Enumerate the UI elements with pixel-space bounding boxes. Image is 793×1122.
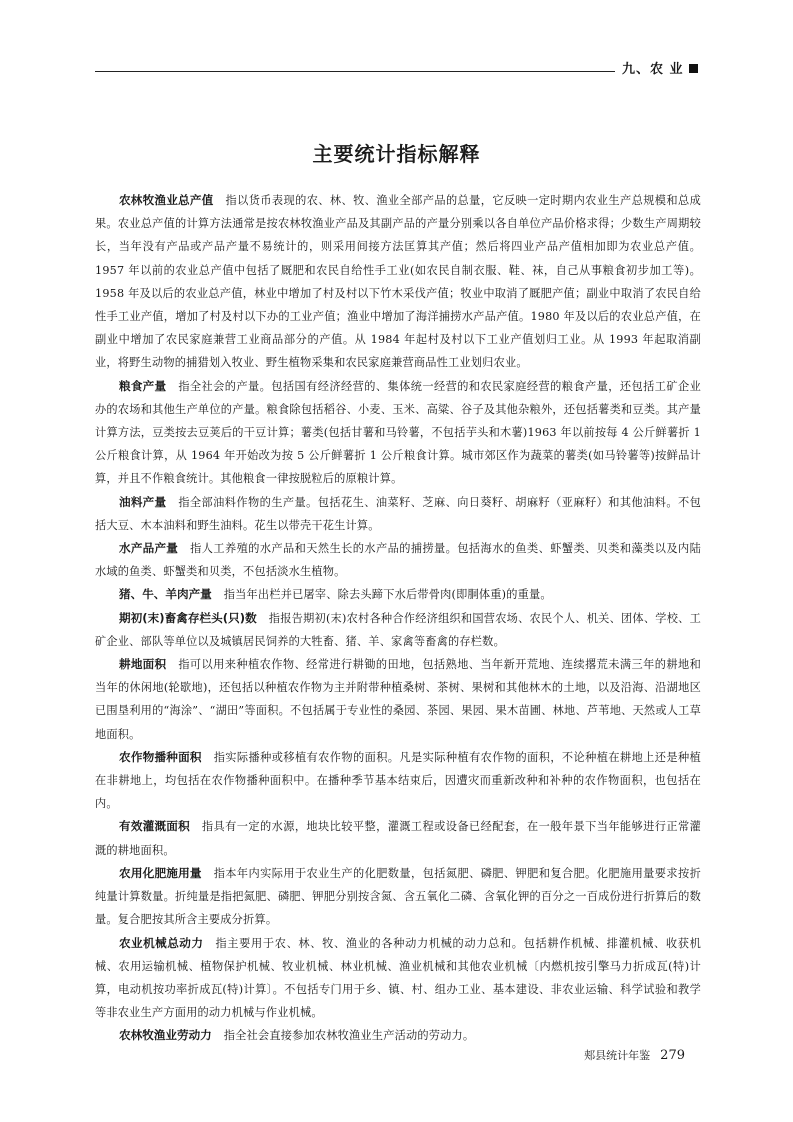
definition-term: 农用化肥施用量 [119, 865, 202, 880]
definition-entry [95, 491, 701, 537]
definition-term: 粮食产量 [119, 378, 167, 393]
definition-entry [95, 375, 701, 491]
definition-term: 猪、牛、羊肉产量 [119, 587, 212, 602]
definition-term: 耕地面积 [119, 657, 167, 672]
definition-entry [95, 583, 701, 606]
definition-text: 指可以用来种植农作物、经常进行耕锄的田地，包括熟地、当年新开荒地、连续撂荒未满三年的耕地和当年的休闲地(轮歇地)，还包括以种植农作物为主并附带种植桑树、茶树、果树和其他林木的土地，以及沿海、沿湖地区已围垦利用的“海涂”、“湖田”等面积。不包括属于专业性的桑园、茶园、果园、果木苗圃、林地、芦苇地、天然或人工草地面积。 [95, 658, 701, 741]
definition-text: 指本年内实际用于农业生产的化肥数量，包括氮肥、磷肥、钾肥和复合肥。化肥施用量要求按折纯量计算数量。折纯量是指把氮肥、磷肥、钾肥分别按含氮、含五氧化二磷、含氧化钾的百分之一百成份进行折算后的数量。复合肥按其所含主要成分折算。 [95, 866, 701, 927]
running-header [622, 58, 698, 77]
definition-term: 水产品产量 [119, 541, 179, 556]
definition-text: 指人工养殖的水产品和天然生长的水产品的捕捞量。包括海水的鱼类、虾蟹类、贝类和藻类以及内陆水域的鱼类、虾蟹类和贝类，不包括淡水生植物。 [95, 542, 701, 579]
publication-name: 郏县统计年鉴 [584, 1049, 651, 1062]
page-number: 279 [660, 1048, 685, 1063]
definition-entry [95, 746, 701, 816]
square-marker-icon [689, 64, 698, 73]
definition-text: 指全部油料作物的生产量。包括花生、油菜籽、芝麻、向日葵籽、胡麻籽（亚麻籽）和其他油料。不包括大豆、木本油料和野生油料。花生以带壳干花生计算。 [95, 495, 701, 532]
definition-text: 指具有一定的水源，地块比较平整，灌溉工程或设备已经配套，在一般年景下当年能够进行正常灌溉的耕地面积。 [95, 820, 701, 857]
definition-entry [95, 1024, 701, 1047]
header-rule [95, 71, 615, 72]
definition-entry [95, 189, 701, 375]
definition-text: 指主要用于农、林、牧、渔业的各种动力机械的动力总和。包括耕作机械、排灌机械、收获机械、农用运输机械、植物保护机械、牧业机械、林业机械、渔业机械和其他农业机械〔内燃机按引擎马力折成瓦(特)计算，电动机按功率折成瓦(特)计算〕。不包括专门用于乡、镇、村、组办工业、基本建设、非农业运输、科学试验和教学等非农业生产方面用的动力机械与作业机械。 [95, 936, 701, 1020]
definition-text: 指实际播种或移植有农作物的面积。凡是实际种植有农作物的面积，不论种植在耕地上还是种植在非耕地上，均包括在农作物播种面积中。在播种季节基本结束后，因遭灾而重新改种和补种的农作物面积，也包括在内。 [95, 750, 701, 811]
definition-term: 期初(末)畜禽存栏头(只)数 [119, 610, 257, 625]
definitions-list [95, 189, 701, 1048]
definition-term: 农林牧渔业劳动力 [119, 1028, 212, 1043]
definition-entry [95, 932, 701, 1025]
definition-entry [95, 537, 701, 583]
definition-term: 农作物播种面积 [119, 749, 202, 764]
definition-entry [95, 815, 701, 861]
definition-text: 指全社会直接参加农林牧渔业生产活动的劳动力。 [223, 1029, 475, 1043]
definition-entry [95, 862, 701, 932]
definition-entry [95, 653, 701, 746]
page-footer [584, 1047, 685, 1063]
definition-term: 农林牧渔业总产值 [119, 193, 214, 207]
page-title: 主要统计指标解释 [312, 142, 481, 166]
definition-entry [95, 607, 701, 653]
definition-text: 指以货币表现的农、林、牧、渔业全部产品的总量，它反映一定时期内农业生产总规模和总成果。农业总产值的计算方法通常是按农林牧渔业产品及其副产品的产量分别乘以各自单位产品价格求得；少数生产周期较长，当年没有产品或产品产量不易统计的，则采用间接方法匡算其产值；然后将四业产品产值相加即为农业总产值。1957 年以前的农业总产值中包括了厩肥和农民自给性手工业(如农民自制衣服、鞋、袜，自己从事粮食初步加工等)。1958 年及以后的农业总产值，林业中增加了村及村以下竹木采伐产值；牧业中取消了厩肥产值；副业中取消了农民自给性手工业产值，增加了村及村以下办的工业产值；渔业中增加了海洋捕捞水产品产值。1980 年及以后的农业总产值，在副业中增加了农民家庭兼营工业商品部分的产值。从 1984 年起村及村以下工业产值划归工业。从 1993 年起取消副业，将野生动物的捕猎划入牧业、野生植物采集和农民家庭兼营商品性工业划归农业。 [95, 194, 701, 370]
definition-term: 有效灌溉面积 [119, 819, 190, 834]
definition-term: 油料产量 [119, 494, 167, 509]
section-label: 九、农 业 [622, 62, 684, 77]
definition-term: 农业机械总动力 [119, 935, 204, 950]
definition-text: 指当年出栏并已屠宰、除去头蹄下水后带骨肉(即胴体重)的重量。 [223, 588, 552, 602]
definition-text: 指全社会的产量。包括国有经济经营的、集体统一经营的和农民家庭经营的粮食产量，还包括工矿企业办的农场和其他生产单位的产量。粮食除包括稻谷、小麦、玉米、高粱、谷子及其他杂粮外，还包括薯类和豆类。其产量计算方法，豆类按去豆荚后的干豆计算；薯类(包括甘薯和马铃薯，不包括芋头和木薯)1963 年以前按每 4 公斤鲜薯折 1 公斤粮食计算，从 1964 年开始改为按 5 公斤鲜薯折 1 公斤粮食计算。城市郊区作为蔬菜的薯类(如马铃薯等)按鲜品计算，并且不作粮食统计。其他粮食一律按脱粒后的原粮计算。 [95, 379, 701, 486]
definition-text: 指报告期初(末)农村各种合作经济组织和国营农场、农民个人、机关、团体、学校、工矿企业、部队等单位以及城镇居民饲养的大牲畜、猪、羊、家禽等畜禽的存栏数。 [95, 611, 701, 648]
